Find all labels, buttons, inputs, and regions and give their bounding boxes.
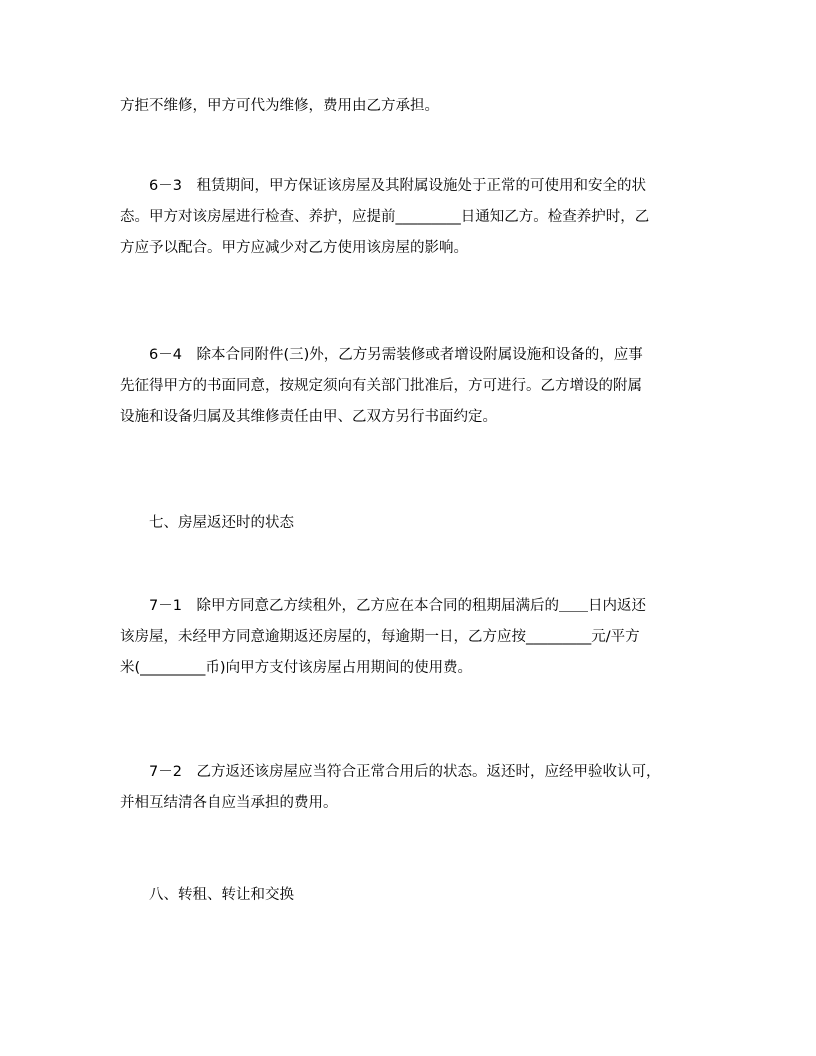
text-line: 7－1 除甲方同意乙方续租外，乙方应在本合同的租期届满后的＿＿日内返还 [149,598,646,614]
section-title: 八、转租、转让和交换 [149,887,294,903]
text-line: 7－2 乙方返还该房屋应当符合正常合用后的状态。返还时，应经甲验收认可， [149,764,661,780]
paragraph-clause-6-4 [120,340,696,433]
text-line: 先征得甲方的书面同意，按规定须向有关部门批准后，方可进行。乙方增设的附属 [120,378,642,394]
text-line: 该房屋，未经甲方同意逾期返还房屋的，每逾期一日，乙方应按_________元/平方 [120,629,640,645]
text-line: 方拒不维修，甲方可代为维修，费用由乙方承担。 [120,98,439,114]
paragraph-clause-6-3 [120,171,696,264]
paragraph-clause-7-1 [120,591,696,684]
section-heading-8 [120,880,696,911]
text-line: 6－3 租赁期间，甲方保证该房屋及其附属设施处于正常的可使用和安全的状 [149,178,646,194]
paragraph-6-2-continuation [120,91,696,122]
text-line: 方应予以配合。甲方应减少对乙方使用该房屋的影响。 [120,240,468,256]
text-line: 设施和设备归属及其维修责任由甲、乙双方另行书面约定。 [120,409,497,425]
text-line: 6－4 除本合同附件(三)外，乙方另需装修或者增设附属设施和设备的，应事 [149,347,643,363]
text-line: 并相互结清各自应当承担的费用。 [120,795,338,811]
section-heading-7 [120,508,696,539]
section-title: 七、房屋返还时的状态 [149,515,294,531]
text-line: 态。甲方对该房屋进行检查、养护，应提前_________日通知乙方。检查养护时，乙 [120,209,650,225]
text-line: 米(_________币)向甲方支付该房屋占用期间的使用费。 [120,660,473,676]
paragraph-clause-7-2 [120,757,696,819]
